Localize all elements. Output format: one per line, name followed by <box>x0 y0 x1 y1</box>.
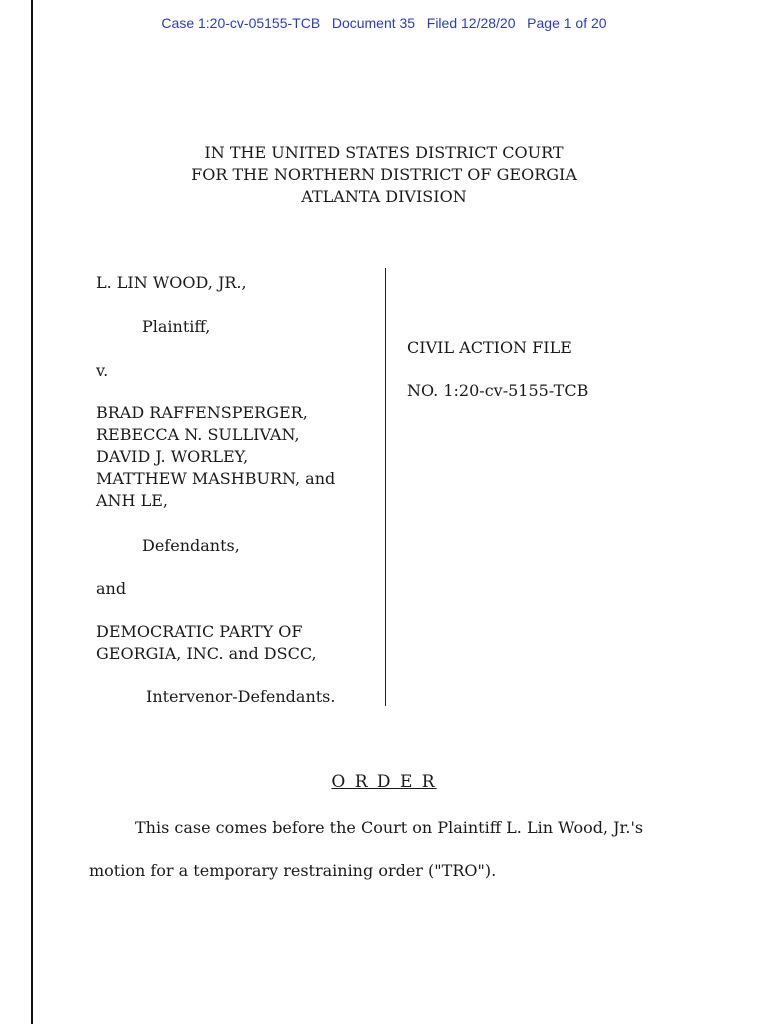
case-number: NO. 1:20-cv-5155-TCB <box>407 381 589 400</box>
defendant-5: ANH LE, <box>96 491 168 510</box>
defendant-3: DAVID J. WORLEY, <box>96 447 249 466</box>
court-heading <box>0 142 768 208</box>
court-line-3: ATLANTA DIVISION <box>301 187 467 206</box>
order-paragraph-line-1: This case comes before the Court on Plaintiff L. Lin Wood, Jr.'s <box>135 818 644 837</box>
court-line-2: FOR THE NORTHERN DISTRICT OF GEORGIA <box>191 165 577 184</box>
intervenor-2: GEORGIA, INC. and DSCC, <box>96 644 317 663</box>
defendant-2: REBECCA N. SULLIVAN, <box>96 425 300 444</box>
civil-action-label: CIVIL ACTION FILE <box>407 338 572 357</box>
caption-divider <box>385 268 386 706</box>
plaintiff-role: Plaintiff, <box>142 317 211 336</box>
defendant-4: MATTHEW MASHBURN, and <box>96 469 336 488</box>
intervenor-1: DEMOCRATIC PARTY OF <box>96 622 303 641</box>
plaintiff-name: L. LIN WOOD, JR., <box>96 273 247 292</box>
court-line-1: IN THE UNITED STATES DISTRICT COURT <box>204 143 564 162</box>
filing-stamp: Case 1:20-cv-05155-TCB Document 35 Filed 12/28/20 Page 1 of 20 <box>161 15 607 31</box>
defendant-1: BRAD RAFFENSPERGER, <box>96 403 308 422</box>
order-paragraph-line-2: motion for a temporary restraining order ("TRO"). <box>89 861 497 880</box>
defendants-role: Defendants, <box>142 536 240 555</box>
versus: v. <box>96 361 109 380</box>
order-title: O R D E R <box>331 772 437 792</box>
and-conjunction: and <box>96 579 127 598</box>
intervenors-role: Intervenor-Defendants. <box>146 687 336 706</box>
